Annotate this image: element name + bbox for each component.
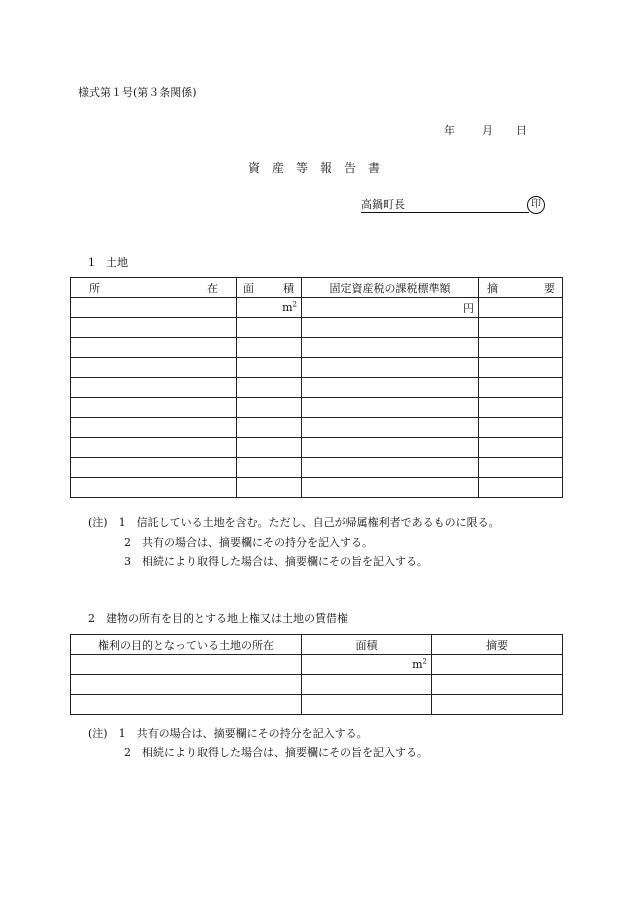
- table-row: [71, 338, 563, 358]
- table-row: [71, 318, 563, 338]
- col-area: 面 積: [237, 278, 302, 298]
- cell-location[interactable]: [71, 298, 237, 318]
- land-section-heading: 1 土地: [88, 256, 128, 269]
- table-row: [71, 418, 563, 438]
- table-row: [71, 695, 563, 715]
- table-row: [71, 378, 563, 398]
- table-row: [71, 675, 563, 695]
- col-tax-value: 固定資産税の課税標準額: [302, 278, 479, 298]
- date-month-label: 月: [482, 124, 493, 137]
- col-lease-remarks: 摘要: [432, 635, 563, 655]
- cell-lease-remarks[interactable]: [432, 655, 563, 675]
- table-row: [71, 298, 563, 318]
- lease-table-header: [71, 635, 563, 655]
- date-day-label: 日: [516, 124, 527, 137]
- table-row: [71, 655, 563, 675]
- lease-note-2: 2 相続により取得した場合は、摘要欄にその旨を記入する。: [124, 746, 428, 759]
- land-table-header: [71, 278, 563, 298]
- lease-section-heading: 2 建物の所有を目的とする地上権又は土地の賃借権: [88, 612, 348, 625]
- land-note-2: 2 共有の場合は、摘要欄にその持分を記入する。: [124, 536, 373, 549]
- col-location: 所 在: [71, 278, 237, 298]
- form-number: 様式第１号(第３条関係): [78, 86, 197, 99]
- table-row: [71, 398, 563, 418]
- cell-tax-value[interactable]: 円: [302, 298, 479, 318]
- seal-mark-icon: 印: [527, 196, 545, 214]
- col-remarks: 摘 要: [479, 278, 563, 298]
- lease-table: [70, 634, 563, 715]
- land-note-3: 3 相続により取得した場合は、摘要欄にその旨を記入する。: [124, 555, 428, 568]
- table-row: [71, 358, 563, 378]
- lease-note-1: (注) 1 共有の場合は、摘要欄にその持分を記入する。: [88, 727, 368, 740]
- addressee-name: 高鍋町長: [361, 198, 405, 211]
- cell-area[interactable]: $m^2$: [237, 298, 302, 318]
- date-year-label: 年: [444, 124, 455, 137]
- table-row: [71, 458, 563, 478]
- col-lease-area: 面積: [302, 635, 432, 655]
- land-note-1: (注) 1 信託している土地を含む。ただし、自己が帰属権利者であるものに限る。: [88, 516, 500, 529]
- addressee-line: [361, 199, 529, 213]
- table-row: [71, 438, 563, 458]
- document-title: 資 産 等 報 告 書: [248, 161, 381, 175]
- table-row: [71, 478, 563, 498]
- cell-lease-location[interactable]: [71, 655, 302, 675]
- cell-lease-area[interactable]: $m^2$: [302, 655, 432, 675]
- col-lease-location: 権利の目的となっている土地の所在: [71, 635, 302, 655]
- cell-remarks[interactable]: [479, 298, 563, 318]
- land-table: [70, 277, 563, 498]
